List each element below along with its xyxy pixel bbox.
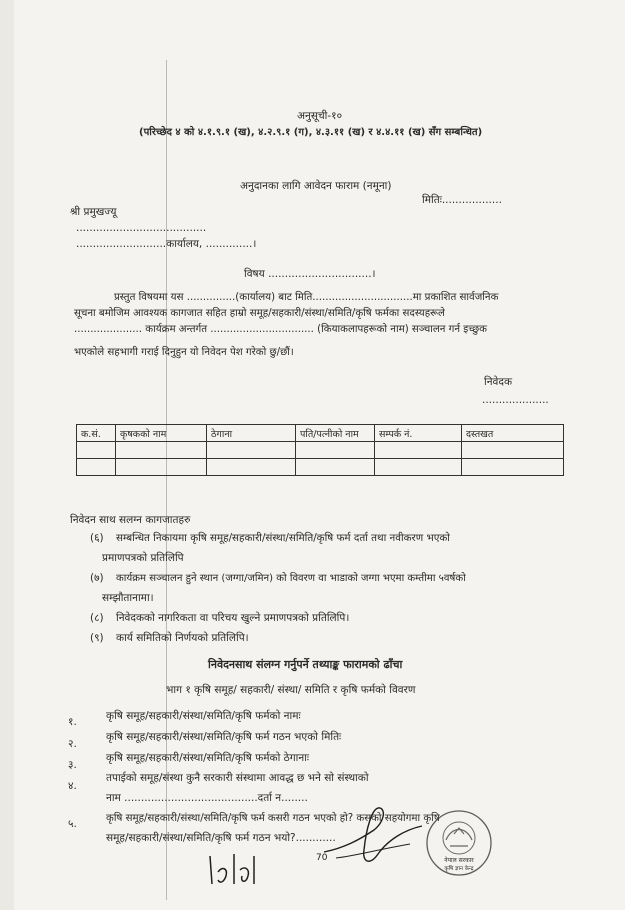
attachment-number: (७): [90, 572, 104, 584]
body-line-1: प्रस्तुत विषयमा यस ...............(कार्यालय) बाट मिति...............................मा प्रकाशित सार्वजनिक: [114, 292, 499, 303]
table-cell: [296, 442, 375, 459]
applicant-label: निवेदक: [484, 376, 513, 388]
schedule-heading: अनुसूची-१०: [297, 110, 343, 122]
attachments-heading: निवेदन साथ सलग्न कागजातहरु: [70, 514, 191, 526]
table-cell: [77, 459, 116, 476]
table-cell: [462, 459, 564, 476]
attachment-number: (८): [90, 612, 104, 624]
item-text: कृषि समूह/सहकारी/संस्था/समिति/कृषि फर्म कसरी गठन भएको हो? कसको सहयोगमा कृषि: [106, 813, 440, 824]
document-page: [14, 0, 625, 910]
subject-line: विषय ...............................।: [244, 268, 376, 280]
attachment-line: सम्झौतानामा।: [102, 592, 154, 604]
attachment-number: (६): [90, 532, 104, 544]
recipient: श्री प्रमुखज्यू: [70, 206, 117, 218]
office-seal: [424, 808, 494, 878]
item-number: १.: [68, 716, 77, 728]
table-row: [77, 442, 564, 459]
table-header-cell: क.सं.: [77, 425, 116, 442]
table-header-cell: कृषकको नाम: [116, 425, 207, 442]
body-line-4: भएकोले सहभागी गराई दिनुहुन यो निवेदन पेश गरेको छु/छौं।: [74, 347, 294, 358]
attachment-number: (९): [90, 632, 104, 644]
seal-text-1: नेपाल सरकार: [444, 857, 474, 864]
table-cell: [116, 442, 207, 459]
office-line: ...........................कार्यालय, ..............।: [76, 238, 257, 250]
table-cell: [462, 442, 564, 459]
signature-scribble: [314, 800, 434, 880]
item-text: कृषि समूह/सहकारी/संस्था/समिति/कृषि फर्मको ठेगानाः: [106, 752, 310, 764]
table-row: [77, 459, 564, 476]
item-number: ४.: [68, 780, 77, 792]
item-text: कृषि समूह/सहकारी/संस्था/समिति/कृषि फर्मको नामः: [106, 710, 301, 722]
form-title: अनुदानका लागि आवेदन फाराम (नमूना): [240, 180, 392, 192]
item-text: नाम ........................................दर्ता न........: [106, 792, 308, 804]
item-text: तपाईको समूह/संस्था कुनै सरकारी संस्थामा आवद्ध छ भने सो संस्थाको: [106, 772, 369, 784]
table-header-cell: सम्पर्क नं.: [375, 425, 462, 442]
section-part: भाग १ कृषि समूह/ सहकारी/ संस्था/ समिति र कृषि फर्मको विवरण: [166, 684, 416, 696]
table-header-cell: पति/पत्नीको नाम: [296, 425, 375, 442]
date-label: मितिः..................: [422, 194, 502, 206]
attachment-line: सम्बन्धित निकायमा कृषि समूह/सहकारी/संस्था/समिति/कृषि फर्म दर्ता तथा नवीकरण भएको: [116, 532, 450, 544]
table-header-cell: ठेगाना: [207, 425, 296, 442]
table-cell: [207, 459, 296, 476]
attachment-line: प्रमाणपत्रको प्रतिलिपि: [102, 552, 184, 564]
table-cell: [116, 459, 207, 476]
attachment-line: कार्य समितिको निर्णयको प्रतिलिपि।: [116, 632, 249, 644]
table-header-cell: दस्तखत: [462, 425, 564, 442]
table-cell: [77, 442, 116, 459]
table-cell: [296, 459, 375, 476]
table-header-row: [77, 425, 564, 442]
address-dots: .......................................: [76, 222, 207, 234]
item-text: कृषि समूह/सहकारी/संस्था/समिति/कृषि फर्म गठन भएको मितिः: [106, 731, 342, 743]
item-number: ५.: [68, 818, 77, 830]
applicant-dots: ....................: [482, 394, 549, 406]
body-line-2: सूचना बमोजिम आवश्यक कागजात सहित हाम्रो समूह/सहकारी/संस्था/समिति/कृषि फर्मका सदस्यहरूले: [74, 308, 445, 319]
table-cell: [375, 442, 462, 459]
item-number: ३.: [68, 759, 77, 771]
section-heading: निवेदनसाथ संलग्न गर्नुपर्ने तथ्याङ्क फारामको ढाँचा: [208, 658, 403, 671]
schedule-reference: (परिच्छेद ४ को ४.१.९.१ (ख), ४.२.९.१ (ग), ४.३.११ (ख) र ४.४.११ (ख) सँग सम्बन्धित): [139, 127, 483, 138]
svg-text:70: 70: [316, 853, 328, 863]
initials-signature: [204, 846, 274, 896]
table-cell: [375, 459, 462, 476]
seal-text-2: कृषि ज्ञान केन्द्र: [444, 866, 474, 872]
item-number: २.: [68, 738, 77, 750]
body-line-3: ..................... कार्यक्रम अन्तर्गत ................................ (कियाकलापहरूको नाम) सञ्चालन गर्न इच्छुक: [74, 324, 488, 335]
table-cell: [207, 442, 296, 459]
attachment-line: कार्यक्रम सञ्चालन हुने स्थान (जग्गा/जमिन) को विवरण वा भाडाको जग्गा भएमा कम्तीमा ५वर्षको: [116, 573, 466, 584]
attachment-line: निवेदकको नागरिकता वा परिचय खुल्ने प्रमाणपत्रको प्रतिलिपि।: [116, 612, 350, 624]
farmer-table: [76, 424, 564, 476]
item-text: समूह/सहकारी/संस्था/समिति/कृषि फर्म गठन भयो?............: [106, 832, 336, 844]
